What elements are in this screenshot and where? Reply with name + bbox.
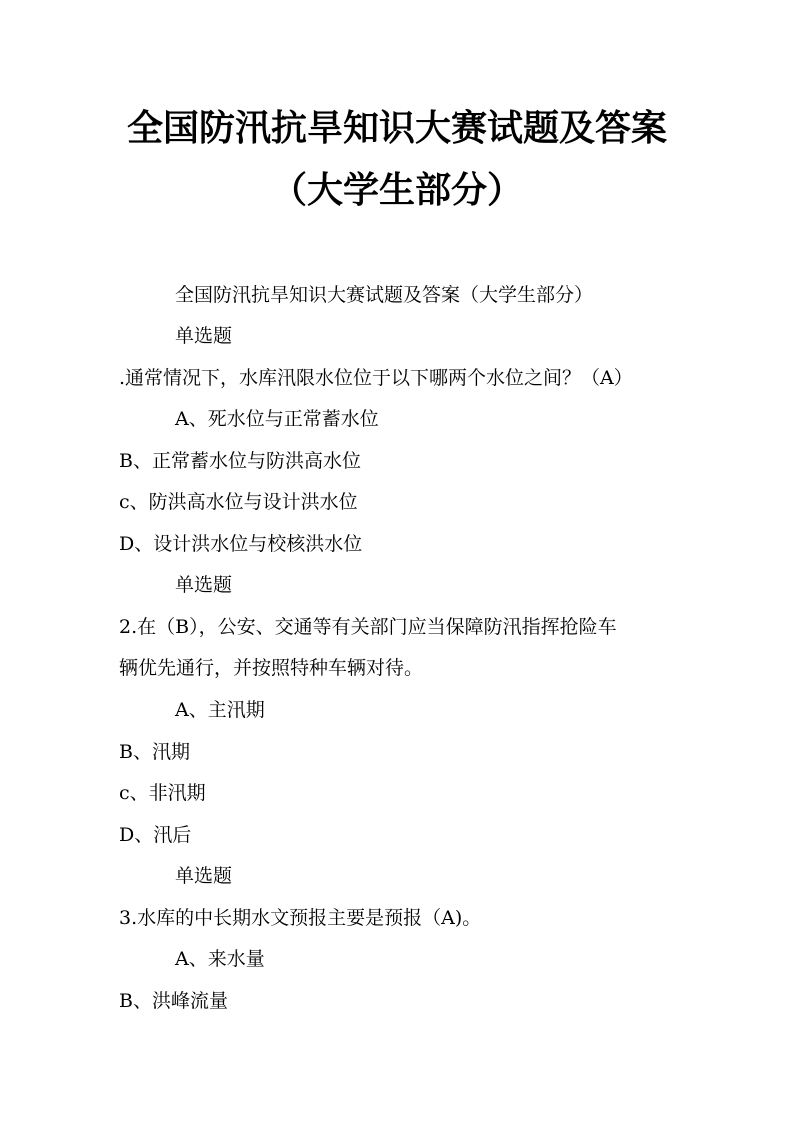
question-option: A、来水量 xyxy=(175,948,265,970)
question-option: B、汛期 xyxy=(119,741,190,763)
question-option: D、设计洪水位与校核洪水位 xyxy=(119,533,363,555)
question-option: B、洪峰流量 xyxy=(119,990,228,1012)
document-title-subline: （大学生部分） xyxy=(270,169,523,211)
question-option: c、防洪高水位与设计洪水位 xyxy=(119,491,358,513)
question-type-label: 单选题 xyxy=(175,574,233,596)
question-option: A、主汛期 xyxy=(175,699,265,721)
question-text: 2.在（B），公安、交通等有关部门应当保障防汛指挥抢险车 xyxy=(119,616,617,638)
question-option: B、正常蓄水位与防洪高水位 xyxy=(119,450,361,472)
document-subtitle: 全国防汛抗旱知识大赛试题及答案（大学生部分） xyxy=(175,284,594,306)
question-text: 辆优先通行，并按照特种车辆对待。 xyxy=(119,657,424,679)
question-option: A、死水位与正常蓄水位 xyxy=(175,408,379,430)
document-title: 全国防汛抗旱知识大赛试题及答案 xyxy=(126,107,667,149)
question-text: 3.水库的中长期水文预报主要是预报（A)。 xyxy=(119,907,482,929)
question-text: .通常情况下，水库汛限水位位于以下哪两个水位之间？（A） xyxy=(119,367,633,389)
question-type-label: 单选题 xyxy=(175,865,233,887)
question-type-label: 单选题 xyxy=(175,325,233,347)
question-option: c、非汛期 xyxy=(119,782,206,804)
question-option: D、汛后 xyxy=(119,824,192,846)
